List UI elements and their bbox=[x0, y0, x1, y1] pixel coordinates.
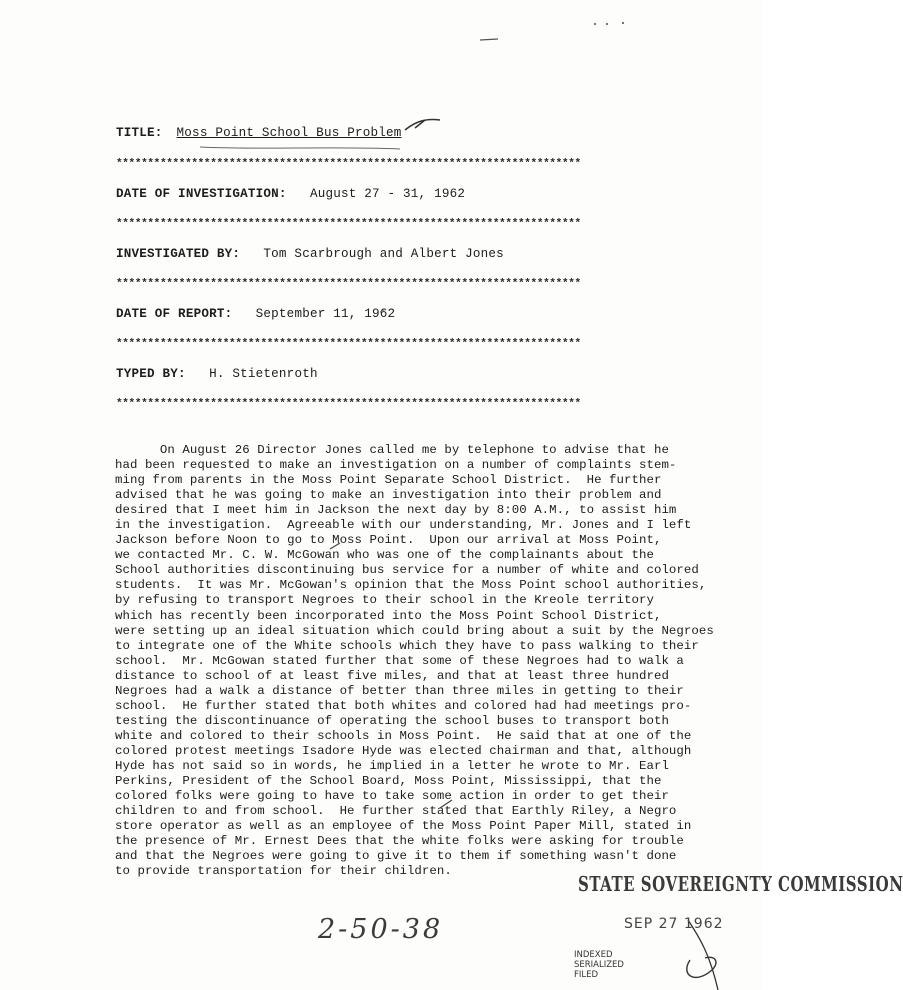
body-line: ming from parents in the Moss Point Separate School District. He further bbox=[115, 473, 662, 488]
body-line: colored protest meetings Isadore Hyde was elected chairman and that, although bbox=[115, 743, 692, 758]
typed-by-label: TYPED BY: bbox=[116, 367, 186, 381]
report-date-field bbox=[116, 307, 395, 321]
separator-line: ************************************************************************** bbox=[116, 158, 581, 170]
body-line: and that the Negroes were going to give it to them if something wasn't done bbox=[115, 849, 677, 864]
body-line: had been requested to make an investigation on a number of complaints stem- bbox=[115, 458, 677, 473]
body-line: School authorities discontinuing bus service for a number of white and colored bbox=[115, 563, 699, 578]
investigated-by-value: Tom Scarbrough and Albert Jones bbox=[263, 247, 504, 261]
title-field bbox=[116, 126, 402, 140]
body-line: On August 26 Director Jones called me by telephone to advise that he bbox=[115, 443, 669, 457]
body-line: which has recently been incorporated into the Moss Point School District, bbox=[115, 608, 662, 623]
report-body bbox=[115, 443, 735, 879]
title-value: Moss Point School Bus Problem bbox=[176, 126, 402, 140]
body-line: store operator as well as an employee of the Moss Point Paper Mill, stated in bbox=[115, 819, 692, 834]
stamp-date: SEP 27 1962 bbox=[624, 916, 724, 932]
stamp-serialized: SERIALIZED bbox=[574, 960, 624, 970]
body-line: colored folks were going to have to take some action in order to get their bbox=[115, 789, 669, 804]
body-line: Jackson before Noon to go to Moss Point. Upon our arrival at Moss Point, bbox=[115, 533, 662, 548]
report-date-value: September 11, 1962 bbox=[255, 307, 396, 321]
body-line: to integrate one of the White schools which they have to pass walking to their bbox=[115, 638, 699, 653]
body-line: Perkins, President of the School Board, Moss Point, Mississippi, that the bbox=[115, 774, 662, 789]
body-line: testing the discontinuance of operating the school buses to transport both bbox=[115, 713, 669, 728]
body-line: we contacted Mr. C. W. McGowan who was one of the complainants about the bbox=[115, 548, 654, 563]
body-line: white and colored to their schools in Moss Point. He said that at one of the bbox=[115, 728, 692, 743]
stamp-indexed: INDEXED bbox=[574, 950, 613, 960]
body-line: distance to school of at least five miles, and that at least three hundred bbox=[115, 668, 669, 683]
stamp-agency-name: STATE SOVEREIGNTY COMMISSION bbox=[578, 872, 903, 897]
body-line: Negroes had a walk a distance of better than three miles in getting to their bbox=[115, 683, 684, 698]
body-line: in the investigation. Agreeable with our understanding, Mr. Jones and I left bbox=[115, 518, 692, 533]
separator-line: ************************************************************************** bbox=[116, 278, 581, 290]
investigation-date-label: DATE OF INVESTIGATION: bbox=[116, 187, 287, 201]
investigation-date-field bbox=[116, 187, 465, 201]
state-sovereignty-commission-stamp bbox=[562, 866, 903, 990]
body-line: advised that he was going to make an investigation into their problem and bbox=[115, 488, 662, 503]
investigation-date-value: August 27 - 31, 1962 bbox=[309, 187, 466, 201]
report-date-label: DATE OF REPORT: bbox=[116, 307, 233, 321]
title-label: TITLE: bbox=[116, 126, 163, 140]
separator-line: ************************************************************************** bbox=[116, 338, 581, 350]
body-line: Hyde has not said so in words, he implied in a letter he wrote to Mr. Earl bbox=[115, 758, 669, 773]
investigated-by-field bbox=[116, 247, 504, 261]
body-line: were setting up an ideal situation which could bring about a suit by the Negroes bbox=[115, 623, 714, 638]
separator-line: ************************************************************************** bbox=[116, 218, 581, 230]
typed-by-value: H. Stietenroth bbox=[209, 367, 318, 381]
body-line: to provide transportation for their children. bbox=[115, 864, 452, 879]
investigated-by-label: INVESTIGATED BY: bbox=[116, 247, 241, 261]
body-line: the presence of Mr. Ernest Dees that the white folks were asking for trouble bbox=[115, 834, 684, 849]
body-line: school. He further stated that both whites and colored had had meetings pro- bbox=[115, 698, 692, 713]
body-line: students. It was Mr. McGowan's opinion that the Moss Point school authorities, bbox=[115, 578, 707, 593]
separator-line: ************************************************************************** bbox=[116, 398, 581, 410]
stamp-filed: FILED bbox=[574, 970, 599, 980]
body-line: school. Mr. McGowan stated further that some of these Negroes had to walk a bbox=[115, 653, 684, 668]
body-line: desired that I meet him in Jackson the next day by 8:00 A.M., to assist him bbox=[115, 503, 677, 518]
body-line: by refusing to transport Negroes to their school in the Kreole territory bbox=[115, 593, 654, 608]
body-line: children to and from school. He further stated that Earthly Riley, a Negro bbox=[115, 804, 677, 819]
typed-by-field bbox=[116, 367, 318, 381]
handwritten-file-number: 2-50-38 bbox=[318, 914, 444, 945]
